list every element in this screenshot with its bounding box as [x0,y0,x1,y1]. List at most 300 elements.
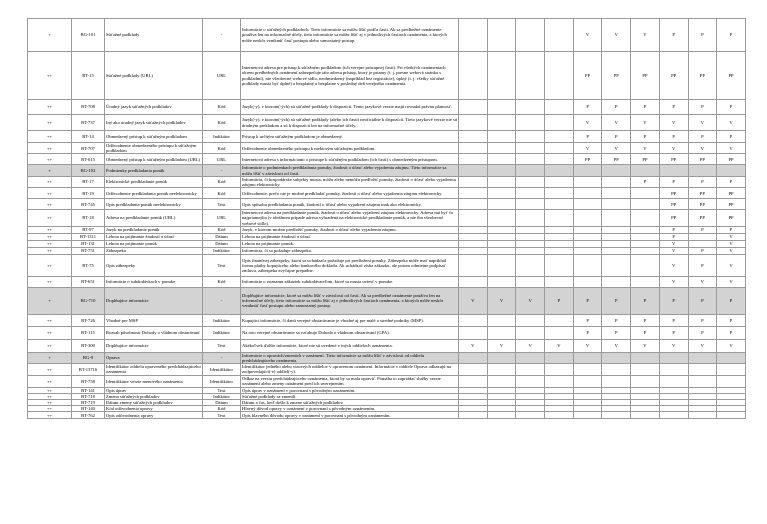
notice-type-flag-cell [659,352,688,363]
notice-type-flag-cell: V [487,339,516,352]
element-id-cell: BT-726 [72,314,105,326]
data-type-cell: Text [203,412,241,419]
element-id-cell: BT-13716 [72,364,105,375]
description-cell: Lehota na prijímanie ponúk. [241,240,459,247]
element-name-cell: Súťažné podklady [105,19,203,52]
notice-type-flag-cell [487,199,516,210]
data-type-cell: Kód [203,226,241,233]
level-cell: ++ [28,154,72,165]
notice-type-flag-cell: PP [717,52,746,100]
notice-type-flag-cell [602,364,631,375]
notice-type-flag-cell [573,276,602,287]
description-cell: Opis finančnej zábezpeky, ktorú sa uchádzača požaduje pri predložení ponuky. Zábezpeka môže mať napríklad formu platby kopujúceho alebo bankového dokladu. Ak uchádzač získa zákazku, ale potom odmietne podpísať zmluvu, zábezpeka zvyčajne prepadne. [241,254,459,276]
notice-type-flag-cell [516,100,545,115]
element-name-cell: Obmedzený prístup k súťažným podkladom (URL) [105,154,203,165]
description-cell: Doplňujúce informácie, ktoré sa môžu líšiť v závislosti od častí. Ak sa predbežné oznámenie používa len na informačné účely, tieto informácie sa môžu líšiť aj v jednotlivých častiach oznámenia, z ktorých môže neskôr vzniknúť časť postupu alebo samostatný postup. [241,287,459,314]
notice-type-flag-cell [459,131,488,143]
notice-type-flag-cell [516,165,545,176]
notice-type-flag-cell: V [717,339,746,352]
notice-type-flag-cell: P [659,233,688,240]
element-id-cell: BT-140 [72,406,105,412]
element-name-cell: Zábezpeka [105,247,203,254]
notice-type-flag-cell [717,375,746,387]
description-cell: Informácie o opravách/zmenách v oznámení. Tieto informácie sa môžu líšiť v závislosti od oddielu predchádzajúceho oznámenia. [241,352,459,363]
description-cell: Identifikátor jedného alebo viacerých oddielov v opravenom oznámení. Informácie v oddiele Oprava odkazujú na zodpovedajúci(-e) oddiel(-y). [241,364,459,375]
notice-type-flag-cell: PP [659,199,688,210]
level-cell: + [28,165,72,176]
notice-type-flag-cell [688,352,717,363]
description-cell: Informácie o súťažných podkladoch. Tieto informácie sa môžu líšiť podľa častí. Ak sa predbežné oznámenie používa len na informačné účely, tieto informácie sa môžu líšiť aj v jednotlivých častiach oznámenia, z ktorých môže neskôr vzniknúť časť postupu alebo samostatný postup. [241,19,459,52]
notice-type-flag-cell [631,210,660,227]
notice-type-flag-cell [631,165,660,176]
notice-type-flag-cell [631,364,660,375]
notice-type-flag-cell [459,165,488,176]
description-cell: Jazyk(-y), v ktorom(-ých) sú súťažné podklady (alebo ich časti) neoficiálne k dispozícii. Tieto jazykové verzie nie sú úradným prekladom a sú k dispozícii len na informačné účely. [241,115,459,131]
element-name-cell: Súťažné podklady (URL) [105,52,203,100]
notice-type-flag-cell [602,247,631,254]
description-cell: Informácia, či sa požaduje zábezpeka. [241,247,459,254]
notice-type-flag-cell: P [717,287,746,314]
table-row [28,131,746,143]
notice-type-flag-cell [602,375,631,387]
level-cell: ++ [28,393,72,399]
notice-type-flag-cell: P [717,19,746,52]
notice-type-flag-cell [459,52,488,100]
notice-type-flag-cell: P [688,131,717,143]
specification-table [27,18,746,419]
notice-type-flag-cell: P [717,176,746,187]
notice-type-flag-cell [545,375,574,387]
notice-type-flag-cell [573,188,602,199]
level-cell: + [28,19,72,52]
notice-type-flag-cell [487,247,516,254]
data-type-cell: Dátum [203,240,241,247]
data-type-cell: URL [203,52,241,100]
element-id-cell: BT-708 [72,100,105,115]
notice-type-flag-cell [631,247,660,254]
notice-type-flag-cell: P [573,131,602,143]
notice-type-flag-cell [545,314,574,326]
notice-type-flag-cell [459,143,488,154]
notice-type-flag-cell [516,210,545,227]
element-id-cell: BT-615 [72,154,105,165]
element-id-cell: BT-1311 [72,233,105,240]
element-id-cell: BT-97 [72,226,105,233]
element-id-cell: BT-758 [72,375,105,387]
notice-type-flag-cell: V [487,287,516,314]
element-name-cell: Doplňujúce informácie [105,287,203,314]
notice-type-flag-cell: P [659,176,688,187]
notice-type-flag-cell [688,364,717,375]
element-name-cell: Odôvodnenie predkladania ponúk neelektronicky [105,188,203,199]
description-cell: Jazyk(-y), v ktorom(-ých) sú súťažné podklady k dispozícii. Tento jazykové verzie majú rovnakú právnu platnosť. [241,100,459,115]
notice-type-flag-cell [516,352,545,363]
notice-type-flag-cell [545,233,574,240]
notice-type-flag-cell: P [602,314,631,326]
notice-type-flag-cell: P [602,131,631,143]
element-name-cell: Identifikátor oddielu opraveného predchádzajúceho oznámenia [106,364,201,375]
table-row [28,143,746,154]
notice-type-flag-cell: PP [631,52,660,100]
notice-type-flag-cell: P [717,100,746,115]
data-type-cell: - [203,19,241,52]
notice-type-flag-cell [602,188,631,199]
notice-type-flag-cell [602,352,631,363]
notice-type-flag-cell: V [659,254,688,276]
data-type-cell: Indikátor [203,326,241,339]
notice-type-flag-cell [487,100,516,115]
notice-type-flag-cell [487,226,516,233]
data-type-cell: Indikátor [203,393,241,399]
element-name-cell: Úradný jazyk súťažných podkladov [105,100,203,115]
notice-type-flag-cell [545,115,574,131]
notice-type-flag-cell: P [688,247,717,254]
level-cell: ++ [28,240,72,247]
table-row [28,287,746,314]
notice-type-flag-cell [602,240,631,247]
notice-type-flag-cell: V [602,339,631,352]
notice-type-flag-cell [545,52,574,100]
data-type-cell: Text [203,199,241,210]
notice-type-flag-cell: P [659,326,688,339]
notice-type-flag-cell [459,375,488,387]
element-id-cell: BT-745 [72,199,105,210]
notice-type-flag-cell: P [573,100,602,115]
element-id-cell: BT-14 [72,131,105,143]
element-name-cell: Obmedzený prístup k súťažným podkladom [105,131,203,143]
notice-type-flag-cell [545,131,574,143]
notice-type-flag-cell [688,240,717,247]
notice-type-flag-cell: PP [717,154,746,165]
data-type-cell: Identifikátor [203,375,241,387]
notice-type-flag-cell [545,188,574,199]
notice-type-flag-cell: P [688,100,717,115]
notice-type-flag-cell: V [717,276,746,287]
element-name-cell: Opis predkladania ponúk neelektronicky [105,199,203,210]
level-cell: ++ [28,254,72,276]
data-type-cell: URL [203,210,241,227]
notice-type-flag-cell [516,326,545,339]
notice-type-flag-cell [459,352,488,363]
level-cell: ++ [28,364,72,375]
notice-type-flag-cell [545,19,574,52]
notice-type-flag-cell [459,240,488,247]
notice-type-flag-cell [602,176,631,187]
notice-type-flag-cell [516,52,545,100]
element-id-cell: BT-18 [72,210,105,227]
notice-type-flag-cell [516,115,545,131]
notice-type-flag-cell: PP [688,199,717,210]
description-cell: Dátum a čas, keď došlo k zmene súťažných podkladov. [241,400,459,406]
data-type-cell: Text [203,339,241,352]
level-cell: ++ [28,131,72,143]
notice-type-flag-cell: V [659,276,688,287]
element-name-cell: Elektronické predkladanie ponúk [105,176,203,187]
notice-type-flag-cell: PP [659,188,688,199]
notice-type-flag-cell [573,240,602,247]
notice-type-flag-cell [602,276,631,287]
notice-type-flag-cell [631,375,660,387]
level-cell: ++ [28,199,72,210]
notice-type-flag-cell: P [659,131,688,143]
notice-type-flag-cell [573,165,602,176]
element-id-cell: BT-719 [72,400,105,406]
notice-type-flag-cell [516,131,545,143]
notice-type-flag-cell [487,188,516,199]
notice-type-flag-cell [459,154,488,165]
level-cell: ++ [28,375,72,387]
notice-type-flag-cell: V [631,115,660,131]
element-id-cell: BG-9 [72,352,105,363]
element-id-cell: BT-19 [72,188,105,199]
element-name-cell: Vhodné pre MSP [105,314,203,326]
notice-type-flag-cell [516,276,545,287]
notice-type-flag-cell [459,314,488,326]
notice-type-flag-cell [516,233,545,240]
notice-type-flag-cell [545,254,574,276]
level-cell: ++ [28,339,72,352]
notice-type-flag-cell [717,412,746,419]
notice-type-flag-cell [602,165,631,176]
notice-type-flag-cell [487,375,516,387]
notice-type-flag-cell [545,176,574,187]
element-id-cell: BT-707 [72,143,105,154]
notice-type-flag-cell [573,412,602,419]
notice-type-flag-cell: P [659,287,688,314]
notice-type-flag-cell [545,276,574,287]
notice-type-flag-cell [459,176,488,187]
notice-type-flag-cell [573,176,602,187]
data-type-cell: URL [203,154,241,165]
description-cell: Prístup k určitým súťažným podkladom je obmedzený. [241,131,459,143]
data-type-cell: Kód [203,115,241,131]
description-cell: Informácie o zoznamu zákaziek subdodávateľom, ktoré sa musia uviesť v ponuke. [241,276,459,287]
table-row [28,352,746,363]
notice-type-flag-cell: V [573,115,602,131]
notice-type-flag-cell: V [717,240,746,247]
notice-type-flag-cell [487,154,516,165]
notice-type-flag-cell: V [459,339,488,352]
notice-type-flag-cell: V [659,240,688,247]
level-cell: ++ [28,406,72,412]
table-row [28,375,746,387]
notice-type-flag-cell [487,364,516,375]
notice-type-flag-cell: V [573,339,602,352]
element-name-cell: Oprava [105,352,203,363]
description-cell: Internetová adresa s informáciami o prístupe k súťažným podkladom (ich časti) s obmedzeným prístupom. [241,154,459,165]
element-id-cell: BG-101 [72,19,105,52]
notice-type-flag-cell [545,154,574,165]
level-cell: + [28,287,72,314]
table-body [28,19,746,419]
element-name-cell: Odôvodnenie obmedzeného prístupu k súťažným podkladom [105,143,203,154]
notice-type-flag-cell: P [717,326,746,339]
notice-type-flag-cell: V [602,143,631,154]
notice-type-flag-cell [688,412,717,419]
element-name-cell: Identifikátor verzie menového oznámenia [105,375,203,387]
table-row [28,247,746,254]
notice-type-flag-cell [545,165,574,176]
data-type-cell: Text [203,387,241,393]
notice-type-flag-cell: V [516,339,545,352]
notice-type-flag-cell: PP [717,188,746,199]
notice-type-flag-cell: V [717,115,746,131]
notice-type-flag-cell [717,165,746,176]
element-id-cell: BT-131 [72,240,105,247]
data-type-cell: Kód [203,176,241,187]
notice-type-flag-cell [545,143,574,154]
element-name-cell: Lehota na prijímanie žiadostí o účasť [105,233,203,240]
notice-type-flag-cell [573,254,602,276]
notice-type-flag-cell: P [573,287,602,314]
notice-type-flag-cell [545,247,574,254]
description-cell: Informácia, či hospodárske subjekty musia, môžu alebo nemôžu predložiť ponuky, žiadosti o účasť alebo vyjadrenia záujmu elektronicky. [241,176,459,187]
description-cell: Odôvodnenie, prečo nie je možné predkladať ponuky, žiadosti o účasť alebo vyjadrenia záujmu elektronicky. [241,188,459,199]
description-cell: Internetová adresa pre prístup k súťažným podkladom (ich verejne prístupnej časti). Pri všetkých oznámeniach okrem predbežných oznámení zabezpečuje táto adresa prístup, ktorý je priamy (t. j. presne webová stránka s podkladmi), nie všeobecné webové sídlo, neobmedzený (napríklad bez registrácie), úplný (t. j. všetky súťažné podklady musia byť úplné) a bezplatný a bezplatne v posledný deň verejného oznámenia. [241,52,459,100]
element-id-cell: BT-75 [72,254,105,276]
notice-type-flag-cell [487,143,516,154]
notice-type-flag-cell [631,199,660,210]
notice-type-flag-cell: P [717,131,746,143]
notice-type-flag-cell [573,199,602,210]
notice-type-flag-cell [516,188,545,199]
notice-type-flag-cell [631,188,660,199]
table-row [28,199,746,210]
notice-type-flag-cell: V [573,19,602,52]
element-name-cell: Adresa na predkladanie ponúk (URL) [105,210,203,227]
level-cell: ++ [28,100,72,115]
notice-type-flag-cell [516,254,545,276]
table-row [28,254,746,276]
description-cell: Odkaz na verziu predchádzajúceho oznámenia, ktorá by sa mala opraviť. Pomáha to zapriádať služby verzie oznámení alebo zmeny oznámení pred ich uverejnením. [241,375,459,387]
notice-type-flag-cell [516,412,545,419]
notice-type-flag-cell: P [688,226,717,233]
notice-type-flag-cell: PP [659,210,688,227]
notice-type-flag-cell: P [688,314,717,326]
element-name-cell: Zmena súťažných podkladov [105,393,203,399]
table-row [28,314,746,326]
description-cell: Na toto verejné obstarávanie sa vzťahuje Dohoda o vládnom obstarávaní (GPA). [241,326,459,339]
notice-type-flag-cell [659,364,688,375]
data-type-cell: Indikátor [203,314,241,326]
notice-type-flag-cell [487,176,516,187]
level-cell: ++ [28,412,72,419]
notice-type-flag-cell [545,240,574,247]
table-row [28,339,746,352]
notice-type-flag-cell: V [631,339,660,352]
notice-type-flag-cell: P [573,314,602,326]
notice-type-flag-cell [487,254,516,276]
notice-type-flag-cell: V [602,115,631,131]
notice-type-flag-cell: P [659,19,688,52]
notice-type-flag-cell [459,276,488,287]
notice-type-flag-cell: V [631,143,660,154]
notice-type-flag-cell: PP [659,52,688,100]
element-id-cell: BT-762 [72,412,105,419]
description-cell: Opis hlavného dôvodu opravy v oznámení v porovnaní s pôvodným oznámením. [241,412,459,419]
notice-type-flag-cell: V [602,19,631,52]
notice-type-flag-cell [459,226,488,233]
notice-type-flag-cell: PP [602,52,631,100]
element-name-cell: Informácie o subdodávkach v ponuke [105,276,203,287]
notice-type-flag-cell [602,210,631,227]
notice-type-flag-cell: PP [602,154,631,165]
notice-type-flag-cell [573,247,602,254]
level-cell: ++ [28,115,72,131]
element-id-cell: BT-718 [72,393,105,399]
notice-type-flag-cell [487,412,516,419]
description-cell: Jazyk, v ktorom možno predložiť ponuky, žiadosti o účasť alebo vyjadrenia záujmu. [241,226,459,233]
element-id-cell: BT-141 [72,387,105,393]
notice-type-flag-cell [573,210,602,227]
level-cell: ++ [28,314,72,326]
notice-type-flag-cell: P [659,100,688,115]
notice-type-flag-cell [516,314,545,326]
notice-type-flag-cell: P [688,287,717,314]
notice-type-flag-cell: V [717,233,746,240]
notice-type-flag-cell [516,19,545,52]
notice-type-flag-cell [459,326,488,339]
element-name-cell: Iný ako úradný jazyk súťažných podkladov [105,115,203,131]
table-row [28,188,746,199]
notice-type-flag-cell [688,233,717,240]
element-id-cell: BT-751 [72,247,105,254]
notice-type-flag-cell: P [573,326,602,339]
notice-type-flag-cell [545,352,574,363]
notice-type-flag-cell: V [717,247,746,254]
notice-type-flag-cell [459,188,488,199]
level-cell: ++ [28,143,72,154]
level-cell: ++ [28,247,72,254]
notice-type-flag-cell: V [659,115,688,131]
notice-type-flag-cell: V [688,143,717,154]
table-row [28,52,746,100]
notice-type-flag-cell: P [631,131,660,143]
notice-type-flag-cell [459,19,488,52]
description-cell: Informácie o podmienkach predkladania ponuky, žiadosti o účasť alebo vyjadrenia záujmu. Tieto informácie sa môžu líšiť v závislosti od častí. [241,165,459,176]
notice-type-flag-cell: PP [688,210,717,227]
data-type-cell: Indikátor [203,131,241,143]
notice-type-flag-cell [487,131,516,143]
notice-type-flag-cell [516,364,545,375]
description-cell: Súťažné podklady sa zmenili. [241,393,459,399]
notice-type-flag-cell: V [459,287,488,314]
notice-type-flag-cell: PP [631,154,660,165]
data-type-cell: Kód [203,143,241,154]
table-row [28,100,746,115]
description-cell: Opis spôsobu predkladania ponúk, žiadostí o účasť alebo vyjadrení záujmu inak ako elektronicky. [241,199,459,210]
notice-type-flag-cell [602,412,631,419]
description-cell: Opis úprav v oznámení v porovnaní s pôvodným oznámením. [241,387,459,393]
notice-type-flag-cell [545,326,574,339]
data-type-cell: - [203,165,241,176]
notice-type-flag-cell: V [717,254,746,276]
table-row [28,276,746,287]
description-cell: Kupujúci informácie, či danú verejné obstarávanie je vhodné aj pre malé a stredné podniky (MSP). [241,314,459,326]
notice-type-flag-cell: V [717,143,746,154]
level-cell: ++ [28,400,72,406]
notice-type-flag-cell: P [659,226,688,233]
element-id-cell: BT-115 [72,326,105,339]
element-name-cell: Doplňujúce informácie [105,339,203,352]
notice-type-flag-cell: PP [717,199,746,210]
element-name-cell: Opis zábezpeky [105,254,203,276]
notice-type-flag-cell: V [573,143,602,154]
notice-type-flag-cell: P [631,100,660,115]
data-type-cell: Text [203,254,241,276]
data-type-cell: - [203,287,241,314]
notice-type-flag-cell: P [659,314,688,326]
